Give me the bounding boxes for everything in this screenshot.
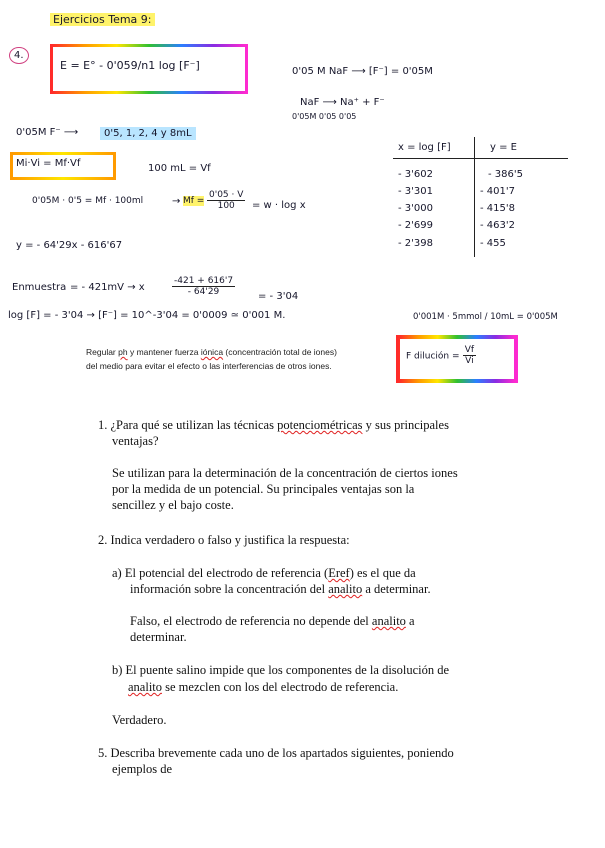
calc-frac-den: 100 [217,201,235,211]
answer-2a-line1 [130,614,415,629]
table-header-x: x = log [F] [398,142,451,153]
q-text: se mezclen con los del electrodo de referencia. [162,680,399,694]
table-row: - 463'2 [480,220,515,231]
table-row: - 415'8 [480,203,515,214]
calc-mf: Mf = [183,196,205,206]
sample-frac-den: - 64'29 [187,287,220,297]
note-text: (concentración total de iones) [223,347,337,357]
sample-result: = - 3'04 [258,291,299,302]
table-row: - 3'602 [398,169,433,180]
question-1 [98,418,449,433]
sample-value: = - 421mV → x [70,282,145,293]
table-horizontal-line [393,158,568,159]
dilution-factor-label: F dilución = [406,351,460,362]
q-text: a determinar. [362,582,431,596]
q-analito: analito [128,680,163,694]
dilution-factor [406,345,476,366]
calc-fraction [207,190,245,211]
question-5-line2: ejemplos de [112,762,173,776]
q-text: información sobre la concentración del [130,582,329,596]
answer-2b: Verdadero. [112,713,167,727]
note-text: y mantener fuerza [127,347,201,357]
question-2b: b) El puente salino impide que los componentes de la disolución de [112,663,450,677]
q-text: a [405,614,415,628]
naf-dissociation-values: 0'05M 0'05 0'05 [292,112,357,121]
sample-frac-num: -421 + 616'7 [174,276,234,286]
naf-concentration: 0'05 M NaF ⟶ [F⁻] = 0'05M [292,66,433,77]
side-calculation: 0'001M · 5mmol / 10mL = 0'005M [413,312,558,322]
answer-1-line2: por la medida de un potencial. Su principales ventajas son la [112,482,415,496]
table-row: - 386'5 [488,169,523,180]
note-text: Regular [86,347,119,357]
answer-1-line1: Se utilizan para la determinación de la concentración de ciertos iones [112,466,458,480]
q-word: potenciométricas [277,418,363,432]
calc-arrow: → [172,196,181,207]
sample-fraction [172,276,235,297]
q-text: 1. ¿Para qué se utilizan las técnicas [98,418,278,432]
q-analito: analito [328,582,363,596]
dilution-intro: 0'05M F⁻ ⟶ [16,127,79,138]
table-row: - 401'7 [480,186,515,197]
dilution-factor-den: Vi [465,356,474,366]
answer-1-line3: sencillez y el bajo coste. [112,498,234,512]
table-vertical-line [474,137,475,257]
calc-line-left: 0'05M · 0'5 = Mf · 100ml [32,196,144,206]
log-line: log [F] = - 3'04 → [F⁻] = 10^-3'04 = 0'0009 ≃ 0'001 M. [8,310,286,321]
table-row: - 455 [480,238,506,249]
table-row: - 3'301 [398,186,433,197]
note-ph: ph [118,347,128,357]
question-2: 2. Indica verdadero o falso y justifica la respuesta: [98,533,350,547]
printed-note-line1 [86,346,337,358]
table-row: - 2'699 [398,220,433,231]
table-header-y: y = E [490,142,517,153]
question-2b-line2 [128,680,398,695]
printed-note-line2: del medio para evitar el efecto o las interferencias de otros iones. [86,361,332,371]
dilution-factor-num: Vf [464,345,475,355]
final-volume: 100 mL = Vf [148,163,211,174]
answer-2a-line2: determinar. [130,630,187,644]
nernst-equation: E = E° - 0'059/n1 log [F⁻] [60,59,200,72]
note-ionica: iónica [200,347,224,357]
question-1-line2: ventajas? [112,434,159,448]
naf-dissociation: NaF ⟶ Na⁺ + F⁻ [300,97,385,108]
dilution-volumes: 0'5, 1, 2, 4 y 8mL [100,127,196,140]
q-text: Falso, el electrodo de referencia no depende del [130,614,372,628]
table-row: - 3'000 [398,203,433,214]
table-row: - 2'398 [398,238,433,249]
dilution-formula: Mi·Vi = Mf·Vf [16,158,81,169]
question-5: 5. Describa brevemente cada uno de los apartados siguientes, poniendo [98,746,454,760]
q-text: a) El potencial del electrodo de referencia ( [112,566,329,580]
q-eref: Eref [328,566,350,580]
question-2a [112,566,416,581]
q-text: ) es el que da [349,566,416,580]
question-2a-line2 [130,582,431,597]
q-analito: analito [371,614,406,628]
calc-tail: = w · log x [252,200,306,211]
q-text: y sus principales [362,418,449,432]
handwritten-title: Ejercicios Tema 9: [50,13,155,26]
exercise-number: 4. [9,47,29,64]
sample-label: Enmuestra [12,282,67,293]
regression-equation: y = - 64'29x - 616'67 [16,240,123,251]
calc-frac-num: 0'05 · V [209,190,244,200]
